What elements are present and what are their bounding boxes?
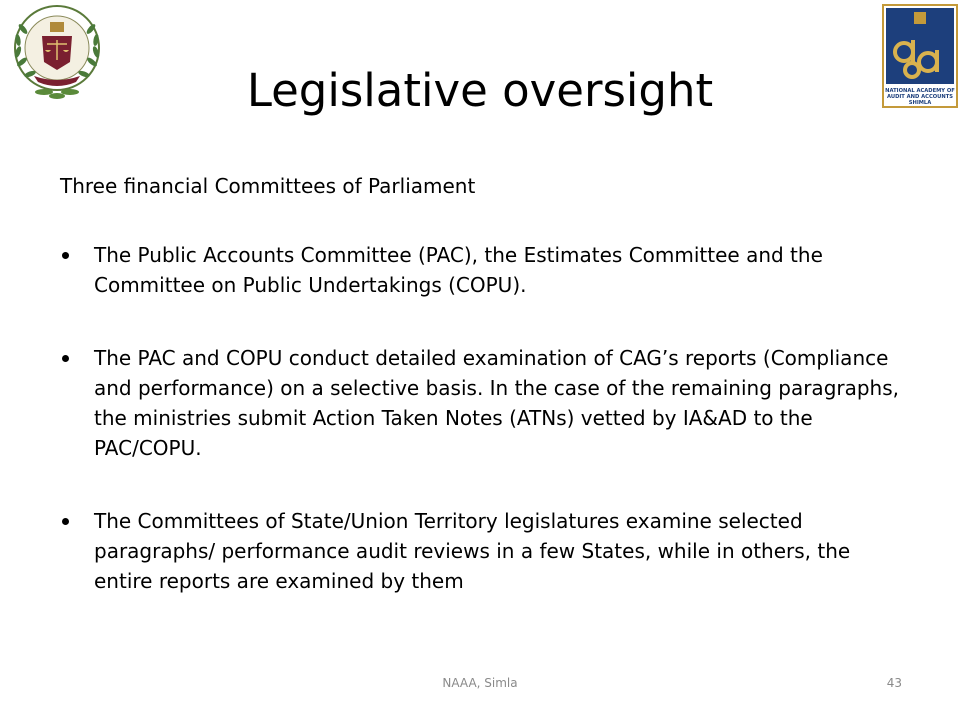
- footer-text: NAAA, Simla: [442, 676, 518, 690]
- bullet-item: [60, 343, 900, 463]
- bullet-icon: [62, 518, 69, 525]
- svg-text:NATIONAL ACADEMY OF: NATIONAL ACADEMY OF: [885, 88, 955, 94]
- bullet-item: [60, 506, 900, 596]
- bullet-text: The PAC and COPU conduct detailed examination of CAG’s reports (Compliance and performance) on a selective basis. In the case of the remaining paragraphs, the ministries submit Action Taken Notes (ATNs) vetted by IA&AD to the PAC/COPU.: [94, 346, 900, 460]
- bullet-item: [60, 240, 900, 300]
- bullet-text: The Public Accounts Committee (PAC), the Estimates Committee and the Committee on Public Undertakings (COPU).: [94, 243, 823, 297]
- bullet-list: [60, 240, 900, 639]
- bullet-icon: [62, 355, 69, 362]
- svg-text:AUDIT AND ACCOUNTS: AUDIT AND ACCOUNTS: [887, 94, 953, 100]
- bullet-text: The Committees of State/Union Territory legislatures examine selected paragraphs/ performance audit reviews in a few States, while in others, the entire reports are examined by them: [94, 509, 851, 593]
- slide-subtitle: Three financial Committees of Parliament: [60, 174, 476, 198]
- page-number: 43: [886, 676, 902, 690]
- svg-text:SHIMLA: SHIMLA: [908, 100, 932, 106]
- bullet-icon: [62, 252, 69, 259]
- slide-title: Legislative oversight: [246, 64, 714, 117]
